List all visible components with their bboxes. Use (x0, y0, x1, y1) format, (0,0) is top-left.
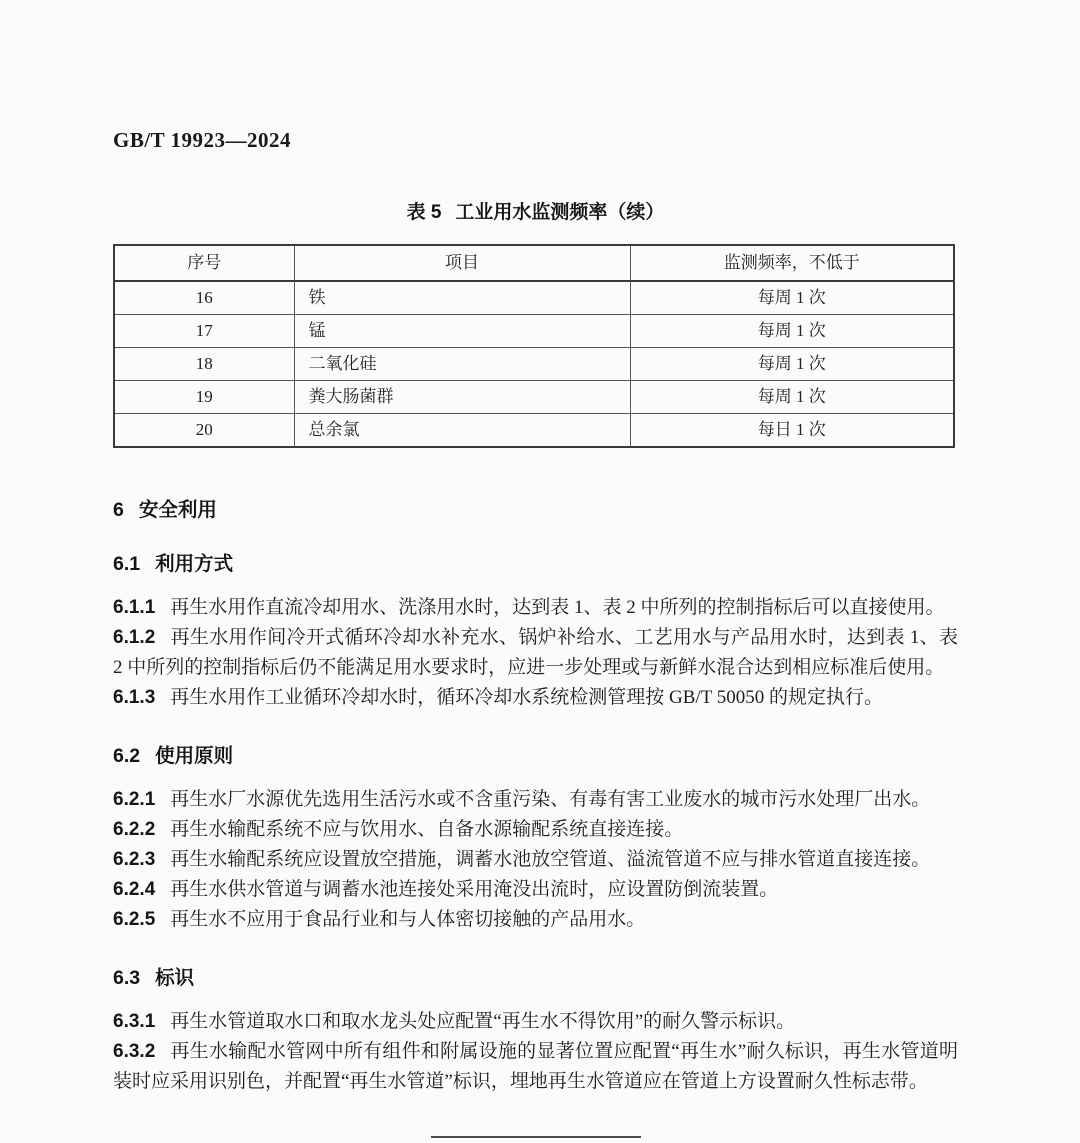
standard-number: GB/T 19923—2024 (113, 128, 292, 152)
cell-frequency: 每周 1 次 (630, 381, 954, 414)
cell-item: 锰 (294, 315, 630, 348)
table-title (113, 197, 958, 224)
heading-text: 标识 (155, 967, 195, 989)
clause-number: 6.1.3 (113, 687, 156, 708)
clause-6-1-1 (113, 593, 958, 623)
table-row (114, 348, 954, 381)
clause-6-1-3 (113, 683, 958, 713)
heading-text: 使用原则 (155, 745, 234, 767)
heading-text: 利用方式 (155, 553, 234, 575)
cell-item: 粪大肠菌群 (294, 381, 630, 414)
clause-number: 6.3.2 (113, 1041, 156, 1062)
clause-6-1-2 (113, 623, 958, 683)
cell-frequency: 每日 1 次 (630, 414, 954, 448)
clause-6-3-2 (113, 1037, 958, 1097)
clause-text: 再生水用作直流冷却用水、洗涤用水时，达到表 1、表 2 中所列的控制指标后可以直接使用。 (170, 597, 945, 618)
table-header-row (114, 245, 954, 281)
clause-number: 6.2.3 (113, 849, 156, 870)
clause-number: 6.3.1 (113, 1011, 156, 1032)
clause-number: 6.2.2 (113, 819, 156, 840)
heading-text: 安全利用 (138, 499, 217, 521)
clause-text: 再生水输配水管网中所有组件和附属设施的显著位置应配置“再生水”耐久标识，再生水管道明装时应采用识别色，并配置“再生水管道”标识，埋地再生水管道应在管道上方设置耐久性标志带。 (113, 1041, 958, 1092)
column-header-item: 项目 (294, 245, 630, 281)
clause-6-2-4 (113, 875, 958, 905)
clause-number: 6.2.1 (113, 789, 156, 810)
cell-frequency: 每周 1 次 (630, 315, 954, 348)
clause-6-2-1 (113, 785, 958, 815)
clause-text: 再生水管道取水口和取水龙头处应配置“再生水不得饮用”的耐久警示标识。 (170, 1011, 796, 1032)
clause-text: 再生水用作工业循环冷却水时，循环冷却水系统检测管理按 GB/T 50050 的规定执行。 (170, 687, 883, 708)
table-row (114, 315, 954, 348)
column-header-index: 序号 (114, 245, 294, 281)
column-header-frequency: 监测频率，不低于 (630, 245, 954, 281)
cell-index: 16 (114, 281, 294, 315)
cell-frequency: 每周 1 次 (630, 348, 954, 381)
cell-index: 19 (114, 381, 294, 414)
clause-number: 6 (113, 499, 124, 521)
section-heading-6 (113, 499, 958, 521)
clause-number: 6.2 (113, 745, 141, 767)
section-heading-6-3 (113, 967, 958, 989)
table-label: 表 5 (406, 202, 442, 223)
clause-number: 6.2.4 (113, 879, 156, 900)
clause-6-3-1 (113, 1007, 958, 1037)
document-body (113, 499, 958, 1097)
clause-text: 再生水输配系统应设置放空措施，调蓄水池放空管道、溢流管道不应与排水管道直接连接。 (170, 849, 931, 870)
clause-number: 6.2.5 (113, 909, 156, 930)
cell-item: 铁 (294, 281, 630, 315)
end-of-document-rule (431, 1136, 641, 1138)
clause-number: 6.1.1 (113, 597, 156, 618)
clause-number: 6.1.2 (113, 627, 156, 648)
section-heading-6-1 (113, 553, 958, 575)
table-title-text: 工业用水监测频率（续） (455, 202, 665, 223)
clause-6-2-5 (113, 905, 958, 935)
cell-frequency: 每周 1 次 (630, 281, 954, 315)
table-row (114, 281, 954, 315)
cell-index: 18 (114, 348, 294, 381)
cell-item: 二氧化硅 (294, 348, 630, 381)
table-row (114, 381, 954, 414)
clause-text: 再生水输配系统不应与饮用水、自备水源输配系统直接连接。 (170, 819, 684, 840)
cell-index: 20 (114, 414, 294, 448)
clause-text: 再生水供水管道与调蓄水池连接处采用淹没出流时，应设置防倒流装置。 (170, 879, 779, 900)
clause-text: 再生水用作间冷开式循环冷却水补充水、锅炉补给水、工艺用水与产品用水时，达到表 1、表 2 中所列的控制指标后仍不能满足用水要求时，应进一步处理或与新鲜水混合达到相应标准后使用。 (113, 627, 958, 678)
clause-text: 再生水不应用于食品行业和与人体密切接触的产品用水。 (170, 909, 646, 930)
monitoring-frequency-table (113, 244, 955, 448)
clause-number: 6.1 (113, 553, 141, 575)
table-row (114, 414, 954, 448)
clause-text: 再生水厂水源优先选用生活污水或不含重污染、有毒有害工业废水的城市污水处理厂出水。 (170, 789, 931, 810)
cell-index: 17 (114, 315, 294, 348)
clause-number: 6.3 (113, 967, 141, 989)
section-heading-6-2 (113, 745, 958, 767)
clause-6-2-3 (113, 845, 958, 875)
clause-6-2-2 (113, 815, 958, 845)
cell-item: 总余氯 (294, 414, 630, 448)
